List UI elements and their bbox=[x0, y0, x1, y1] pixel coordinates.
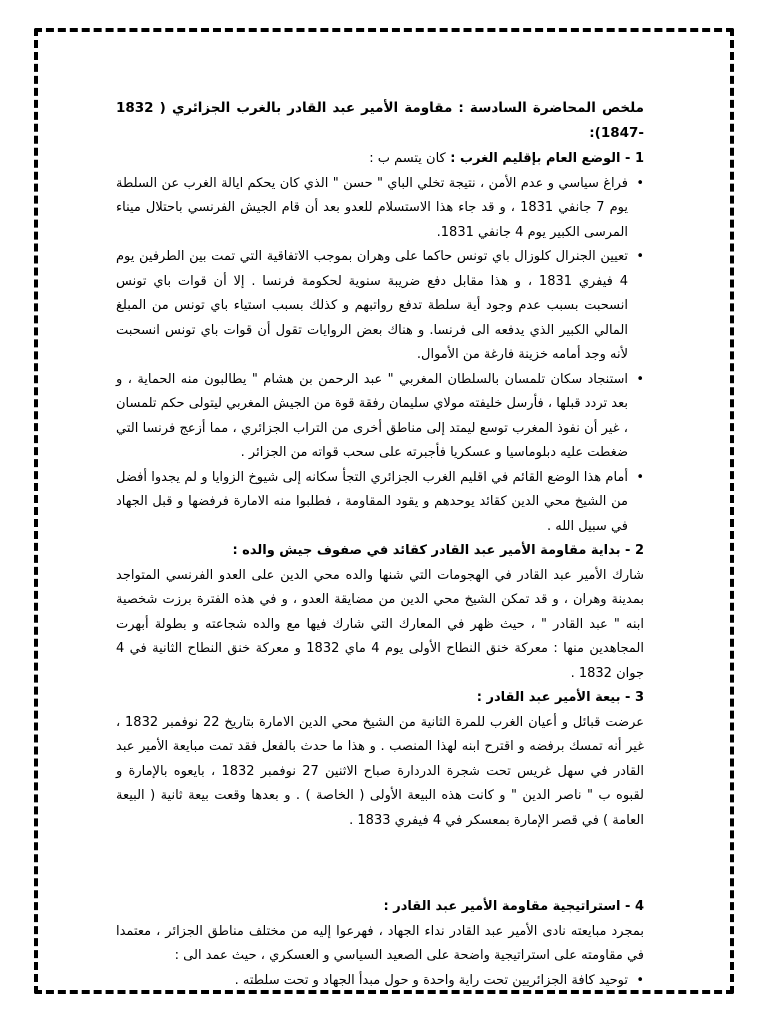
list-item: • تعيين الجنرال كلوزال باي تونس حاكما على وهران بموجب الاتفاقية التي تمت بين الطرفين يوم 4 فيفري 1831 ، و هذا مقابل دفع ضريبة سنوية لحكومة فرنسا . إلا أن قوات باي تونس انسحبت بسبب عدم وجود أية سلطة تدفع رواتبهم و كذلك بسبب استياء باي تونس من المبلغ المالي الكبير الذي يدفعه الى فرنسا. و هناك بعض الروايات تقول أن قوات باي تونس انسحبت لأنه وجد أمامه خزينة فارغة من الأموال. bbox=[116, 245, 628, 368]
document-title: ملخص المحاضرة السادسة : مقاومة الأمير عبد القادر بالغرب الجزائري ( 1832 -1847): bbox=[116, 100, 644, 141]
section-2-paragraph: شارك الأمير عبد القادر في الهجومات التي شنها والده محي الدين على العدو الفرنسي المتواجد بمدينة وهران ، و قد تمكن الشيخ محي الدين من مضايقة العدو ، و في هذه الفترة برزت شخصية ابنه " عبد القادر " ، حيث ظهر في المعارك التي شارك فيها مع والده شجاعته و بطولة أبهرت المجاهدين منها : معركة خنق النطاح الأولى يوم 4 ماي 1832 و معركة خنق النطاح الثانية في 4 جوان 1832 . bbox=[116, 567, 644, 681]
list-item: • أمام هذا الوضع القائم في اقليم الغرب الجزائري التجأ سكانه إلى شيوخ الزوايا و لم يجدوا أفضل من الشيخ محي الدين كقائد يوحدهم و يقود المقاومة ، فطلبوا منه الامارة فرفضها و قبل الجهاد في سبيل الله . bbox=[116, 466, 628, 540]
list-item: • استنجاد سكان تلمسان بالسلطان المغربي " عبد الرحمن بن هشام " يطالبون منه الحماية ، و بعد تردد قبلها ، فأرسل خليفته مولاي سليمان رفقة قوة من الجيش المغربي ليتولى حكم تلمسان ، غير أن نفوذ المغرب توسع ليمتد إلى مناطق أخرى من التراب الجزائري ، مما أزعج فرنسا التي ضغطت عليه دبلوماسيا و عسكريا فأجبرته على سحب قواته من الجزائر . bbox=[116, 368, 628, 466]
list-item: • توحيد كافة الجزائريين تحت راية واحدة و حول مبدأ الجهاد و تحت سلطته . bbox=[116, 969, 628, 994]
section-3-paragraph: عرضت قبائل و أعيان الغرب للمرة الثانية من الشيخ محي الدين الامارة بتاريخ 22 نوفمبر 1832 ، غير أنه تمسك برفضه و اقترح ابنه لهذا المنصب . و هذا ما حدث بالفعل فقد تمت مبايعة الأمير عبد القادر في سهل غريس تحت شجرة الدردارة صباح الاثنين 27 نوفمبر 1832 ، بايعوه بالإمارة و لقبوه ب " ناصر الدين " و كانت هذه البيعة الأولى ( الخاصة ) . و بعدها وقعت بيعة ثانية ( البيعة العامة ) في قصر الإمارة بمعسكر في 4 فيفري 1833 . bbox=[116, 714, 644, 828]
section-1-heading bbox=[116, 147, 644, 172]
spacer bbox=[116, 833, 644, 895]
section-1-list bbox=[116, 172, 644, 540]
section-4-paragraph: بمجرد مبايعته نادى الأمير عبد القادر نداء الجهاد ، فهرعوا إليه من مختلف مناطق الجزائر ، معتمدا في مقاومته على استراتيجية واضحة على الصعيد السياسي و العسكري ، حيث عمد الى : bbox=[116, 923, 644, 963]
section-3-heading: 3 - بيعة الأمير عبد القادر : bbox=[476, 690, 644, 705]
section-1-heading-text: 1 - الوضع العام بإقليم الغرب : bbox=[450, 151, 644, 166]
section-1-intro: كان يتسم ب : bbox=[369, 151, 446, 166]
section-2-heading: 2 - بداية مقاومة الأمير عبد القادر كقائد في صفوف جيش والده : bbox=[232, 543, 644, 558]
section-4-list bbox=[116, 969, 644, 994]
section-4-heading: 4 - استراتيجية مقاومة الأمير عبد القادر : bbox=[383, 899, 644, 914]
list-item: • فراغ سياسي و عدم الأمن ، نتيجة تخلي الباي " حسن " الذي كان يحكم ايالة الغرب عن السلطة يوم 7 جانفي 1831 ، و قد جاء هذا الاستسلام للعدو بعد أن قام الجيش الفرنسي باحتلال ميناء المرسى الكبير يوم 4 جانفي 1831. bbox=[116, 172, 628, 246]
document-body bbox=[116, 96, 644, 993]
